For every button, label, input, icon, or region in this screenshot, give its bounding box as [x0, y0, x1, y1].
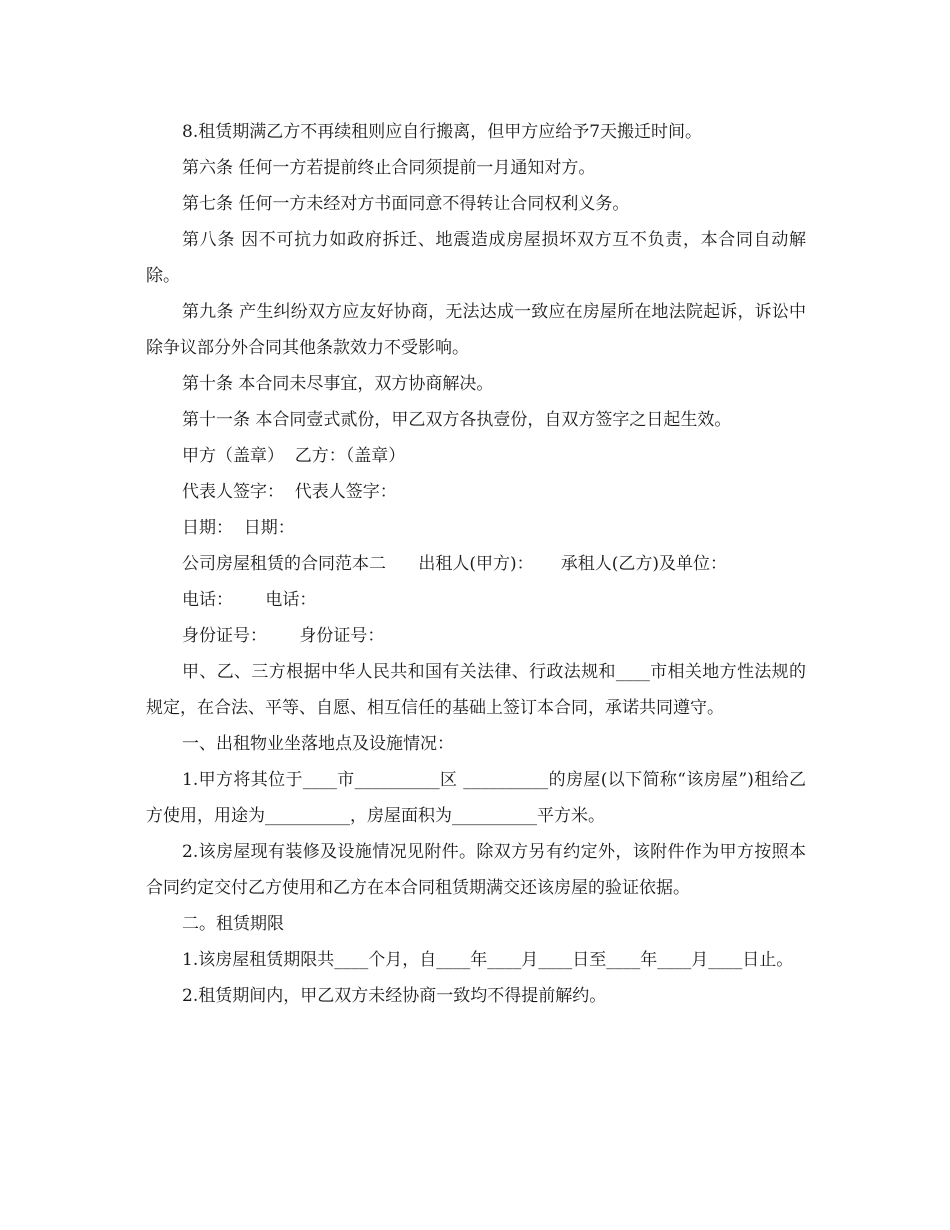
section-heading-property: 一、出租物业坐落地点及设施情况： [182, 734, 454, 754]
document-page [146, 114, 806, 1014]
paragraph-article-11: 第十一条 本合同壹式贰份，甲乙双方各执壹份，自双方签字之日起生效。 [182, 410, 732, 430]
paragraph-clause-8: 8.租赁期满乙方不再续租则应自行搬离，但甲方应给予7天搬迁时间。 [182, 122, 703, 142]
template-two-heading: 公司房屋租赁的合同范本二 出租人(甲方)： 承租人(乙方)及单位： [182, 554, 727, 574]
signature-date-line: 日期： 日期： [182, 518, 295, 538]
paragraph-property-facilities: 2.该房屋现有装修及设施情况见附件。除双方另有约定外，该附件作为甲方按照本合同约定交付乙方使用和乙方在本合同租赁期满交还该房屋的验证依据。 [146, 842, 806, 898]
paragraph-property-location: 1.甲方将其位于____市__________区 __________的房屋(以下简称“该房屋”)租给乙方使用，用途为__________，房屋面积为__________平方米。 [146, 770, 806, 826]
phone-line: 电话： 电话： [182, 590, 317, 610]
paragraph-preamble: 甲、乙、三方根据中华人民共和国有关法律、行政法规和____市相关地方性法规的规定，在合法、平等、自愿、相互信任的基础上签订本合同，承诺共同遵守。 [146, 662, 806, 718]
paragraph-article-7: 第七条 任何一方未经对方书面同意不得转让合同权利义务。 [182, 194, 630, 214]
signature-representative-line: 代表人签字： 代表人签字： [182, 482, 397, 502]
paragraph-article-8: 第八条 因不可抗力如政府拆迁、地震造成房屋损坏双方互不负责，本合同自动解除。 [146, 230, 806, 286]
id-number-line: 身份证号： 身份证号： [182, 626, 385, 646]
section-heading-term: 二。租赁期限 [182, 914, 284, 934]
paragraph-article-6: 第六条 任何一方若提前终止合同须提前一月通知对方。 [182, 158, 596, 178]
paragraph-article-10: 第十条 本合同未尽事宜，双方协商解决。 [182, 374, 494, 394]
paragraph-article-9: 第九条 产生纠纷双方应友好协商，无法达成一致应在房屋所在地法院起诉，诉讼中除争议部分外合同其他条款效力不受影响。 [146, 302, 806, 358]
paragraph-term-duration: 1.该房屋租赁期限共____个月，自____年____月____日至____年____月____日止。 [182, 950, 794, 970]
paragraph-term-no-early-termination: 2.租赁期间内，甲乙双方未经协商一致均不得提前解约。 [182, 986, 607, 1006]
signature-seal-line: 甲方（盖章） 乙方：（盖章） [182, 446, 406, 466]
